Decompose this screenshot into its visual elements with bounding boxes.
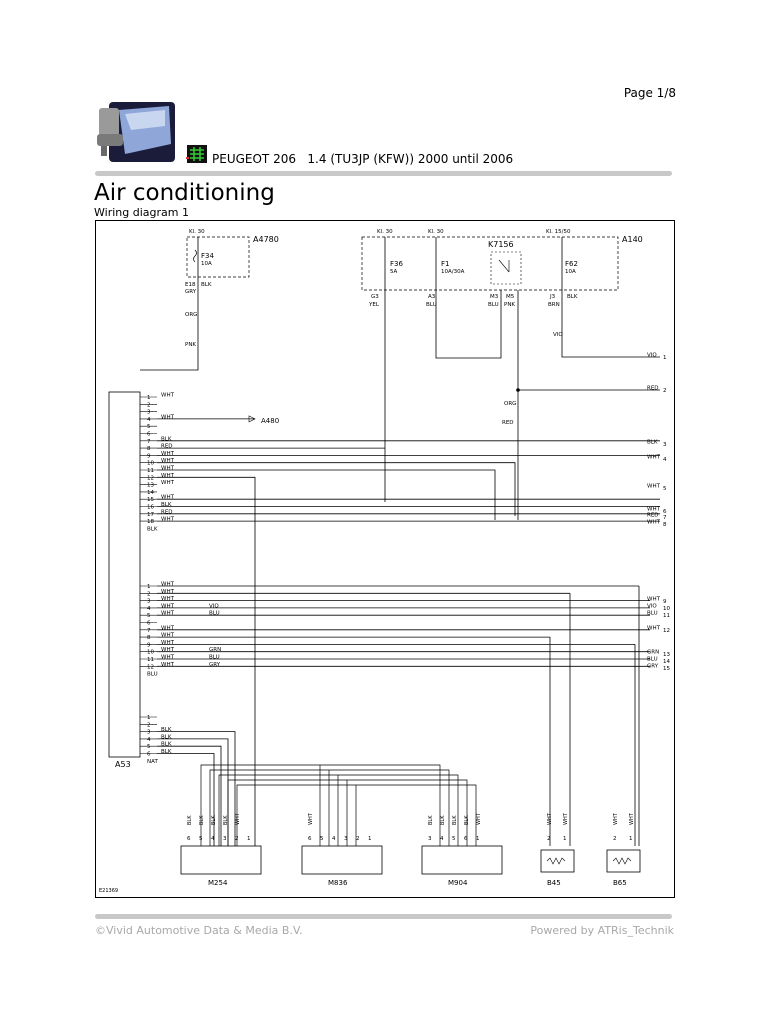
component-m254-wire-4: WHT: [235, 813, 241, 825]
component-m904-wire-0: BLK: [428, 815, 434, 825]
fuse-f36-pin: G3: [371, 294, 379, 300]
component-m836-pin-1: 1: [368, 836, 372, 842]
fuse-box-a4780-label: A4780: [253, 235, 279, 244]
component-m904-pin-3: 3: [428, 836, 432, 842]
output-color-6: WHT: [647, 506, 660, 513]
group1-wire-11: WHT: [161, 465, 174, 472]
output-color-1: VIO: [647, 352, 657, 359]
output-color-4: WHT: [647, 454, 660, 461]
component-m254-pin-2: 2: [235, 836, 239, 842]
group2-pin-6: 6: [147, 620, 151, 627]
output-color-13: GRN: [647, 649, 660, 656]
target-a480-label: A480: [261, 417, 280, 425]
component-m904-pin-1: 1: [476, 836, 480, 842]
group2-side-label-0: VIO: [209, 603, 219, 610]
component-m254-pin-4: 4: [211, 836, 215, 842]
group1-wire-9: WHT: [161, 450, 174, 457]
group1-wire-4: WHT: [161, 414, 174, 421]
footer-copyright: ©Vivid Automotive Data & Media B.V.: [95, 924, 303, 937]
component-m254-wire-3: BLK: [223, 815, 229, 825]
group2-pin-7: 7: [147, 627, 151, 634]
fuse-box-a4780-terminal: Kl. 30: [189, 229, 205, 235]
fuse-f36-rating: 5A: [390, 269, 398, 275]
group1-pin-13: 13: [147, 482, 154, 489]
component-b65-label: B65: [613, 879, 627, 887]
output-color-3: BLK: [647, 439, 658, 446]
fuse-f62-color: BRN: [548, 302, 560, 308]
component-m254-wire-2: BLK: [211, 815, 217, 825]
group2-wire-10: WHT: [161, 647, 174, 654]
group2-wire-12: WHT: [161, 661, 174, 668]
group2-side-label-4: GRY: [209, 661, 221, 668]
group3-pin-5: 5: [147, 744, 151, 751]
junction-org-label: ORG: [504, 401, 517, 407]
output-color-8: WHT: [647, 519, 660, 526]
group3-bottom-label: NAT: [147, 758, 158, 765]
fuse-f36-color: YEL: [369, 302, 379, 308]
circuit-icon: [186, 144, 208, 164]
fuse-f36-label: F36: [390, 260, 403, 268]
output-num-1: 1: [663, 355, 667, 361]
component-m836-wire-0: WHT: [308, 813, 314, 825]
output-color-9: WHT: [647, 596, 660, 603]
group1-pin-16: 16: [147, 504, 154, 511]
fuse-f1-rating: 10A/30A: [441, 269, 465, 275]
group1-pin-2: 2: [147, 402, 151, 409]
group2-wire-7: WHT: [161, 625, 174, 632]
output-num-8: 8: [663, 522, 667, 528]
group2-side-label-1: BLU: [209, 610, 220, 617]
junction-vio-label: VIO: [553, 332, 563, 338]
group3-wire-5: BLK: [161, 741, 172, 748]
page-subtitle: Wiring diagram 1: [94, 206, 189, 219]
group2-pin-9: 9: [147, 642, 151, 649]
vehicle-info: PEUGEOT 206 1.4 (TU3JP (KFW)) 2000 until 2006: [212, 152, 514, 166]
component-m836-pin-3: 3: [344, 836, 348, 842]
component-m904-wire-3: BLK: [464, 815, 470, 825]
output-num-9: 9: [663, 599, 667, 605]
group2-pin-10: 10: [147, 649, 154, 656]
fuse-box-a140-label: A140: [622, 235, 643, 244]
component-m836-pin-2: 2: [356, 836, 360, 842]
group2-pin-8: 8: [147, 635, 151, 642]
fuse-f1-terminal: Kl. 30: [428, 229, 444, 235]
fuse-f36-terminal: Kl. 30: [377, 229, 393, 235]
relay-pin-m5: M5: [506, 294, 515, 300]
group3-wire-4: BLK: [161, 734, 172, 741]
fuse-f62-terminal: Kl. 15/50: [546, 229, 571, 235]
component-b65-pin-2: 2: [613, 836, 617, 842]
junction-red-label: RED: [502, 420, 514, 426]
group3-pin-3: 3: [147, 729, 151, 736]
component-m254-pin-6: 6: [187, 836, 191, 842]
fuse-f34-wire-3: ORG: [185, 312, 198, 318]
fuse-f62-label: F62: [565, 260, 578, 268]
group1-wire-12: WHT: [161, 472, 174, 479]
output-color-2: RED: [647, 385, 659, 392]
output-num-4: 4: [663, 457, 667, 463]
component-m836-label: M836: [328, 879, 348, 887]
group1-pin-10: 10: [147, 460, 154, 467]
output-num-10: 10: [663, 606, 670, 612]
junction-dot-red: [516, 388, 520, 392]
output-num-15: 15: [663, 666, 670, 672]
group1-wire-1: WHT: [161, 392, 174, 399]
component-m254-pin-3: 3: [223, 836, 227, 842]
group1-pin-12: 12: [147, 475, 154, 482]
group1-pin-15: 15: [147, 497, 154, 504]
group1-wire-13: WHT: [161, 480, 174, 487]
group3-pin-1: 1: [147, 715, 151, 721]
group2-side-label-2: GRN: [209, 647, 222, 654]
fuse-f34-label: F34: [201, 252, 214, 260]
component-m904-wire-1: BLK: [440, 815, 446, 825]
group3-pin-2: 2: [147, 722, 151, 729]
output-color-14: BLU: [647, 656, 658, 663]
group2-pin-3: 3: [147, 598, 151, 605]
group2-pin-4: 4: [147, 605, 151, 612]
wiring-diagram: [95, 220, 675, 898]
group2-wire-3: WHT: [161, 596, 174, 603]
component-m254-wire-0: BLK: [187, 815, 193, 825]
output-color-11: BLU: [647, 610, 658, 617]
fuse-f62-extra: BLK: [567, 294, 578, 300]
group2-pin-5: 5: [147, 613, 151, 620]
relay-pin-m5-color: PNK: [504, 302, 516, 308]
group1-pin-18: 18: [147, 519, 154, 526]
output-num-2: 2: [663, 388, 667, 394]
fuse-f1-pin: A3: [428, 294, 436, 300]
output-num-3: 3: [663, 442, 667, 448]
fuse-f34-wire-4: PNK: [185, 342, 197, 348]
output-color-7: RED: [647, 512, 659, 519]
group2-wire-5: WHT: [161, 610, 174, 617]
group2-wire-11: WHT: [161, 654, 174, 661]
component-b45-wire-1: WHT: [563, 813, 569, 825]
component-m904-pin-6: 6: [464, 836, 468, 842]
relay-pin-m3-color: BLU: [488, 302, 499, 308]
component-m836-pin-4: 4: [332, 836, 336, 842]
component-b45-pin-1: 1: [563, 836, 567, 842]
output-num-13: 13: [663, 652, 670, 658]
output-color-5: WHT: [647, 483, 660, 490]
component-b65-wire-0: WHT: [613, 813, 619, 825]
output-num-7: 7: [663, 515, 667, 521]
component-m254-label: M254: [208, 879, 228, 887]
group1-pin-17: 17: [147, 511, 154, 518]
relay-k7156-label: K7156: [488, 240, 514, 249]
group3-pin-4: 4: [147, 736, 151, 743]
group2-pin-11: 11: [147, 657, 154, 663]
component-m254-pin-1: 1: [247, 836, 251, 842]
output-num-11: 11: [663, 613, 670, 619]
fuse-f34-wire-2: GRY: [185, 289, 197, 295]
output-color-12: WHT: [647, 625, 660, 632]
fuse-f34-wire-1: BLK: [201, 282, 212, 288]
group1-pin-14: 14: [147, 489, 154, 496]
group1-pin-6: 6: [147, 431, 151, 438]
component-m904-wire-4: WHT: [476, 813, 482, 825]
output-color-15: GRY: [647, 663, 659, 670]
drawing-code: E21369: [99, 888, 119, 894]
component-m904-label: M904: [448, 879, 468, 887]
group3-wire-6: BLK: [161, 749, 172, 755]
group2-bottom-label: BLU: [147, 671, 158, 678]
group2-wire-8: WHT: [161, 632, 174, 639]
group1-pin-4: 4: [147, 416, 151, 423]
group2-pin-1: 1: [147, 584, 151, 590]
page-title: Air conditioning: [94, 180, 275, 206]
output-num-12: 12: [663, 628, 670, 634]
component-b65-pin-1: 1: [629, 836, 633, 842]
fuse-f34-rating: 10A: [201, 261, 212, 267]
group1-pin-1: 1: [147, 395, 151, 401]
fuse-f1-label: F1: [441, 260, 450, 268]
component-m254-wire-1: BLK: [199, 815, 205, 825]
group1-wire-10: WHT: [161, 458, 174, 465]
group2-wire-1: WHT: [161, 581, 174, 588]
group1-pin-11: 11: [147, 468, 154, 474]
component-b45-pin-2: 2: [547, 836, 551, 842]
fuse-f62-pin: J3: [550, 294, 556, 300]
group2-pin-2: 2: [147, 591, 151, 598]
component-m254-pin-5: 5: [199, 836, 203, 842]
group1-pin-9: 9: [147, 453, 151, 460]
group3-pin-6: 6: [147, 751, 151, 758]
car-door-logo: [95, 100, 177, 164]
relay-pin-m3: M3: [490, 294, 499, 300]
component-b45-label: B45: [547, 879, 561, 887]
group3-wire-3: BLK: [161, 727, 172, 734]
group2-wire-4: WHT: [161, 603, 174, 610]
group1-pin-7: 7: [147, 438, 151, 445]
fuse-f34-pin: E18: [185, 282, 196, 288]
component-m904-pin-5: 5: [452, 836, 456, 842]
output-num-6: 6: [663, 509, 667, 515]
component-b45-wire-0: WHT: [547, 813, 553, 825]
fuse-f1-color: BLU: [426, 302, 437, 308]
component-m904-wire-2: BLK: [452, 815, 458, 825]
component-b65-wire-1: WHT: [629, 813, 635, 825]
group1-wire-7: BLK: [161, 436, 172, 443]
group1-wire-17: RED: [161, 509, 173, 516]
fuse-f62-rating: 10A: [565, 269, 576, 275]
group1-wire-15: WHT: [161, 494, 174, 501]
group2-side-label-3: BLU: [209, 654, 220, 661]
output-num-14: 14: [663, 659, 670, 665]
group1-pin-8: 8: [147, 446, 151, 453]
header-rule: [95, 171, 672, 176]
group1-wire-16: BLK: [161, 502, 172, 508]
output-color-10: VIO: [647, 603, 657, 610]
footer-powered: Powered by ATRis_Technik: [530, 924, 674, 937]
group2-pin-12: 12: [147, 664, 154, 671]
group1-bottom-label: BLK: [147, 526, 158, 533]
component-m836-pin-6: 6: [308, 836, 312, 842]
group1-wire-18: WHT: [161, 516, 174, 523]
group2-wire-9: WHT: [161, 639, 174, 646]
group2-wire-2: WHT: [161, 588, 174, 595]
page-number: Page 1/8: [623, 86, 676, 100]
output-num-5: 5: [663, 486, 667, 492]
component-m904-pin-4: 4: [440, 836, 444, 842]
connector-a53-label: A53: [115, 760, 131, 769]
group1-wire-8: RED: [161, 443, 173, 450]
component-m836-pin-5: 5: [320, 836, 324, 842]
group1-pin-5: 5: [147, 424, 151, 431]
footer-rule: [95, 914, 672, 919]
group1-pin-3: 3: [147, 409, 151, 416]
